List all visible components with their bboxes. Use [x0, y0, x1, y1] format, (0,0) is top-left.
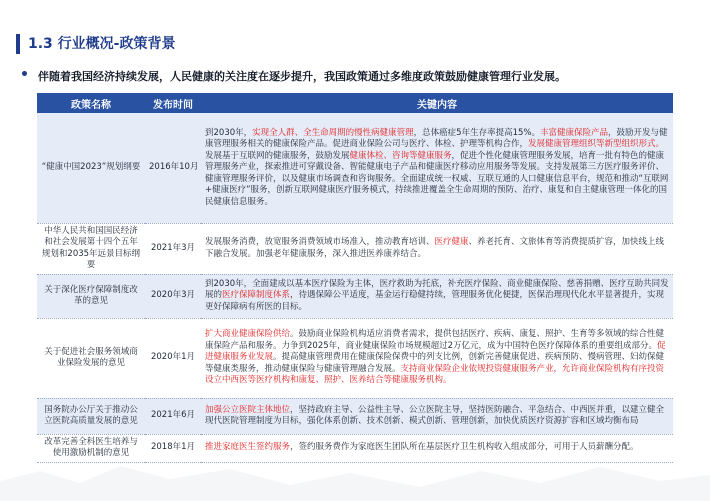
key-content-cell [201, 318, 673, 398]
content-text: ，待遇保障公平适度，基金运行稳健持续，管理服务优化便捷，医保治理现代化水平显著提升，实现更好保障病有所医的目标。 [205, 290, 665, 312]
page-subtitle: 伴随着我国经济持续发展，人民健康的关注度在逐步提升，我国政策通过多维度政策鼓励健康管理行业发展。 [38, 70, 566, 83]
title-accent-bar [16, 34, 20, 54]
highlighted-text: 健康体检、咨询等健康服务 [349, 150, 452, 161]
content-text: 到2030年， [205, 127, 253, 138]
release-time-cell: 2021年3月 [145, 223, 201, 274]
header-release-time: 发布时间 [145, 93, 201, 113]
table-row [37, 223, 673, 274]
content-text: ，坚持政府主导、公益性主导、公立医院主导，坚持医防融合、平急结合、中西医并重，以建立健全现代医院管理制度为目标，强化体系创新、技术创新、模式创新、管理创新，加快优质医疗资源扩容和区域均衡布局 [205, 404, 665, 426]
background-mountain-decoration [0, 441, 710, 501]
highlighted-text: 推进家庭医生签约服务 [205, 442, 291, 453]
subtitle-bullet-icon [22, 71, 27, 76]
release-time-cell: 2020年1月 [145, 318, 201, 398]
content-text: ，总体癌症5年生存率提高15%。 [413, 127, 540, 138]
table-row [37, 113, 673, 223]
content-text: ，促进个性化健康管理服务发展，培育一批有特色的健康管理服务产业，探索推进可穿戴设备、智能健康电子产品和健康医疗移动应用服务等发展。支持发展第三方医疗服务评价、健康管理服务评价，以及健康市场调查和咨询服务。全面建成统一权威、互联互通的人口健康信息平台，规范和推动“互联网+健康医疗”服务，创新互联网健康医疗服务模式，持续推进覆盖全生命周期的预防、治疗、康复和自主健康管理一体化的国民健康信息服务。 [205, 150, 669, 207]
policy-name-cell: 关于促进社会服务领域商业保险发展的意见 [37, 318, 145, 398]
top-bar [0, 0, 710, 20]
content-text: 。提高健康管理费用在健康保险保费中的列支比例，创新完善健康促进、疾病预防、慢病管理、妇幼保健等健康类服务，推动健康保险与健康管理融合发展。 [205, 352, 665, 374]
highlighted-text: 扩大商业健康保险供给 [205, 329, 291, 340]
highlighted-text: 支持商业保险企业依规投资健康服务产业，允许商业保险机构有序投资设立中西医等医疗机构和康复、照护、医养结合等健康服务机构。 [205, 363, 665, 386]
release-time-cell: 2020年3月 [145, 274, 201, 318]
key-content-cell [201, 223, 673, 274]
highlighted-text: 实现全人群、全生命周期的慢性病健康管理 [252, 127, 414, 138]
policy-name-cell: “健康中国2023”规划纲要 [37, 113, 145, 223]
content-text: 、养老托育、文旅体育等消费提质扩容，加快线上线下融合发展。加强老年健康服务，深入推进医养康养结合。 [205, 237, 665, 259]
content-text: ，鼓励开发与健康管理服务相关的健康保险产品。促进商业保险公司与医疗、体检、护理等机构合作， [205, 127, 668, 149]
release-time-cell: 2018年1月 [145, 434, 201, 462]
content-text: 。鼓励商业保险机构适应消费者需求，提供包括医疗、疾病、康复、照护、生育等多领域的综合性健康保险产品和服务。力争到2025年，商业健康保险市场规模超过2万亿元，成为中国特色医疗保障体系的重要组成部分。 [205, 329, 665, 351]
key-content-cell [201, 113, 673, 223]
key-content-cell [201, 398, 673, 434]
highlighted-text: 发展健康管理组织等新型组织形式。 [528, 139, 665, 149]
table-row [37, 274, 673, 318]
table-row [37, 318, 673, 398]
table-row [37, 398, 673, 434]
release-time-cell: 2016年10月 [145, 113, 201, 223]
highlighted-text: 医疗保障制度体系 [222, 290, 291, 301]
policy-name-cell: 国务院办公厅关于推动公立医院高质量发展的意见 [37, 398, 145, 434]
header-key-content: 关键内容 [201, 93, 673, 113]
policy-table [37, 93, 673, 463]
highlighted-text: 医疗健康 [434, 237, 469, 247]
content-text: 到2030年，全面建成以基本医疗保险为主体，医疗救助为托底，补充医疗保险、商业健康保险、慈善捐赠、医疗互助共同发展的 [205, 278, 669, 301]
release-time-cell: 2021年6月 [145, 398, 201, 434]
content-text: 发展服务消费，放宽服务消费领域市场准入，推动教育培训、 [205, 237, 435, 247]
header-policy-name: 政策名称 [37, 93, 145, 113]
highlighted-text: 促进健康服务业发展 [205, 340, 666, 363]
content-text: 发展基于互联网的健康服务，鼓励发展 [205, 150, 350, 161]
highlighted-text: 加强公立医院主体地位 [205, 404, 291, 415]
key-content-cell [201, 274, 673, 318]
page-title: 1.3 行业概况-政策背景 [28, 36, 176, 52]
table-header-row [37, 93, 673, 113]
content-text: ，签约服务费作为家庭医生团队所在基层医疗卫生机构收入组成部分，可用于人员薪酬分配。 [290, 442, 639, 453]
policy-name-cell: 关于深化医疗保障制度改革的意见 [37, 274, 145, 318]
highlighted-text: 丰富健康保险产品 [539, 127, 608, 138]
policy-name-cell: 中华人民共和国国民经济和社会发展第十四个五年规划和2035年远景目标纲要 [37, 223, 145, 274]
policy-name-cell: 改革完善全科医生培养与使用激励机制的意见 [37, 434, 145, 462]
